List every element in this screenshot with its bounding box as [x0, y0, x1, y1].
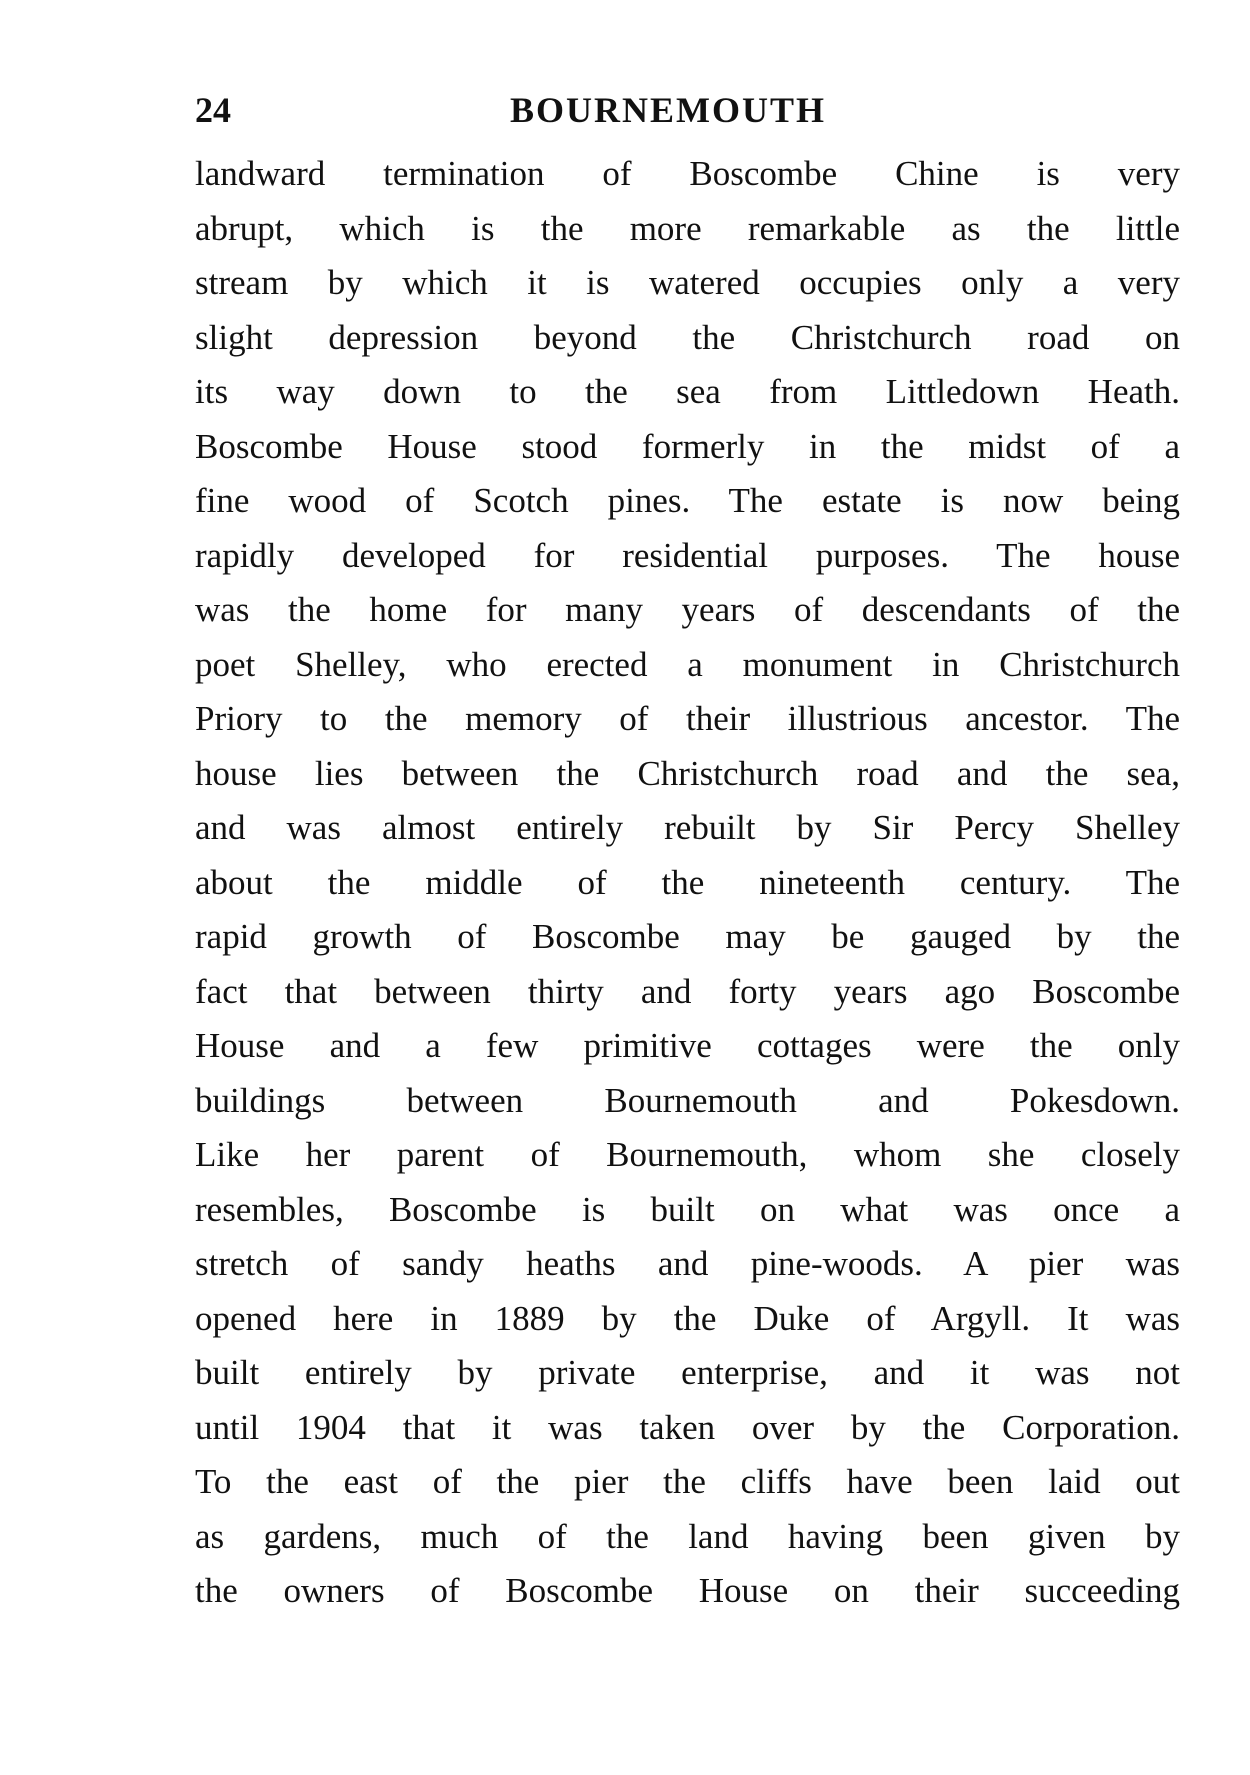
page-number: 24	[195, 90, 231, 130]
text-line: built entirely by private enterprise, and it was not	[195, 1353, 1180, 1392]
body-text	[195, 147, 1180, 1619]
text-line: abrupt, which is the more remarkable as the little	[195, 208, 1180, 248]
text-line: rapidly developed for residential purposes. The house	[195, 535, 1180, 575]
text-line: the owners of Boscombe House on their succeeding	[195, 1571, 1180, 1610]
text-line: opened here in 1889 by the Duke of Argyll. It was	[195, 1298, 1180, 1338]
text-line: its way down to the sea from Littledown Heath.	[195, 372, 1180, 411]
text-line: poet Shelley, who erected a monument in Christchurch	[195, 644, 1180, 684]
text-line: fact that between thirty and forty years ago Boscombe	[195, 971, 1180, 1011]
text-line: about the middle of the nineteenth century. The	[195, 862, 1180, 902]
text-line: rapid growth of Boscombe may be gauged by the	[195, 917, 1180, 956]
text-line: Boscombe House stood formerly in the midst of a	[195, 426, 1180, 466]
text-line: was the home for many years of descendants of the	[195, 590, 1180, 629]
text-line: landward termination of Boscombe Chine is very	[195, 154, 1180, 193]
text-line: Like her parent of Bournemouth, whom she closely	[195, 1135, 1180, 1174]
text-line: house lies between the Christchurch road and the sea,	[195, 753, 1180, 793]
running-title: BOURNEMOUTH	[510, 90, 827, 130]
page-header	[195, 80, 1180, 140]
text-line: fine wood of Scotch pines. The estate is now being	[195, 481, 1180, 520]
text-line: stretch of sandy heaths and pine-woods. A pier was	[195, 1244, 1180, 1283]
text-line: and was almost entirely rebuilt by Sir Percy Shelley	[195, 808, 1180, 847]
text-line: resembles, Boscombe is built on what was once a	[195, 1189, 1180, 1229]
text-line: Priory to the memory of their illustrious ancestor. The	[195, 699, 1180, 738]
text-line: stream by which it is watered occupies only a very	[195, 263, 1180, 302]
text-line: To the east of the pier the cliffs have been laid out	[195, 1462, 1180, 1501]
text-line: as gardens, much of the land having been given by	[195, 1516, 1180, 1556]
text-line: slight depression beyond the Christchurch road on	[195, 317, 1180, 357]
text-line: buildings between Bournemouth and Pokesdown.	[195, 1080, 1180, 1120]
text-line: until 1904 that it was taken over by the Corporation.	[195, 1407, 1180, 1447]
text-line: House and a few primitive cottages were the only	[195, 1026, 1180, 1065]
